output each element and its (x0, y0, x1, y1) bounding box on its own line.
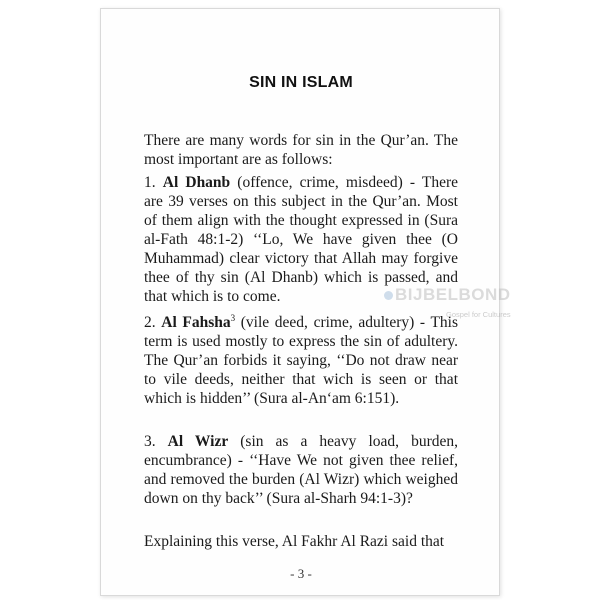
intro-paragraph: There are many words for sin in the Qur’an. The most important are as follows: (144, 132, 458, 168)
term-al-wizr: Al Wizr (167, 433, 229, 450)
item-text: (offence, crime, misdeed) - There are 39 verses on this subject in the Qur’an. Most of them align with the thought expressed in (Sura al-Fath 48:1-2) ‘‘Lo, We have given thee (O Muhammad) clear victory that Allah may forgive thee of thy sin (Al Dhanb) which is passed, and that which is to come. (144, 174, 459, 305)
item-number: 2. (144, 314, 156, 331)
item-al-wizr (144, 432, 458, 508)
item-text: (vile deed, crime, adultery) - This term is used mostly to express the sin of adultery. The Qur’an forbids it saying, ‘‘Do not draw near to vile deeds, neither that wich is seen or that which is hidden’’ (Sura al-An‘am 6:151). (144, 314, 458, 407)
item-number: 3. (144, 433, 156, 450)
page-number: - 3 - (290, 566, 312, 581)
page-title: SIN IN ISLAM (249, 74, 353, 91)
term-al-fahsha: Al Fahsha (161, 314, 231, 331)
item-al-dhanb (144, 173, 458, 306)
footnote-marker: 3 (230, 312, 236, 323)
item-text: (sin as a heavy load, burden, encumbrance) - ‘‘Have We not given thee relief, and removed the burden (Al Wizr) which weighed down on thy back’’ (Sura al-Sharh 94:1-3)? (144, 433, 458, 507)
watermark-tagline: Gospel for Cultures (446, 310, 511, 319)
item-al-fahsha (144, 313, 458, 408)
item-number: 1. (144, 174, 156, 191)
book-page (100, 8, 511, 596)
term-al-dhanb: Al Dhanb (162, 174, 231, 191)
watermark-logo-text: BIJBELBOND (395, 285, 511, 304)
closing-paragraph: Explaining this verse, Al Fakhr Al Razi said that (144, 533, 445, 550)
